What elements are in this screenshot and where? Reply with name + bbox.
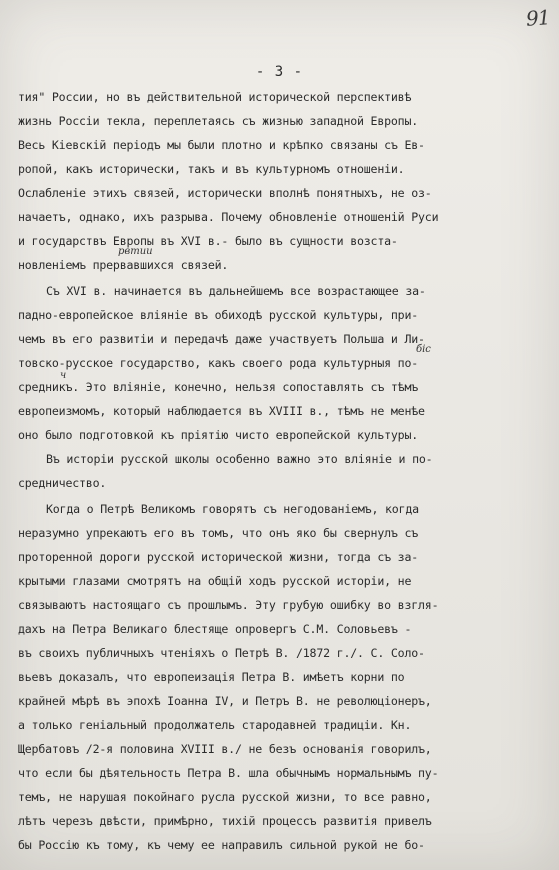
text-line: въ своихъ публичныхъ чтенiяхъ о Петрѣ В. /1872 г./. С. Соло- (18, 646, 425, 660)
text-line: бы Россiю къ тому, къ чему ее направилъ сильной рукой не бо- (18, 838, 425, 852)
text-line: оно было подготовкой къ прiятiю чисто европейской культуры. (18, 428, 419, 442)
text-line: чемъ въ его развитiи и передачѣ даже участвуетъ Польша и Ли- (18, 332, 425, 346)
text-line: дахъ на Петра Великаго блестяще опровергъ С.М. Соловьевъ - (18, 622, 412, 636)
text-line: жизнь Россiи текла, переплетаясь съ жизнью западной Европы. (18, 114, 419, 128)
handwritten-correction: рвтии (118, 246, 153, 257)
text-line: товско-русское государство, какъ своего рода культурныя по- (18, 356, 419, 370)
text-line: Щербатовъ /2-я половина XVIII в./ не безъ основанiя говорилъ, (18, 742, 432, 756)
text-line: тия" России, но въ действительной исторической перспективѣ (18, 90, 412, 104)
handwritten-mark: ч (60, 370, 67, 381)
text-line: начаетъ, однако, ихъ разрыва. Почему обновленiе отношенiй Руси (18, 210, 439, 224)
text-line: средникъ. Это влiянiе, конечно, нельзя сопоставлять съ тѣмъ (18, 380, 419, 394)
text-line: крытыми глазами смотрятъ на общiй ходъ русской исторiи, не (18, 574, 412, 588)
text-line: падно-европейское влiянiе въ обиходѣ русской культуры, при- (18, 308, 419, 322)
page-number: - 3 - (255, 64, 304, 80)
text-line: Съ XVI в. начинается въ дальнейшемъ все возрастающее за- (46, 284, 426, 298)
text-line: Въ исторiи русской школы особенно важно это влiянiе и по- (46, 452, 433, 466)
text-line: Когда о Петрѣ Великомъ говорятъ съ негодованiемъ, когда (46, 502, 419, 516)
text-line: а только генiальный продолжатель стародавней традицiи. Кн. (18, 718, 412, 732)
text-line: проторенной дороги русской исторической жизни, тогда съ за- (18, 550, 419, 564)
text-line: Весь Кiевскiй перiодъ мы были плотно и крѣпко связаны съ Ев- (18, 138, 425, 152)
text-line: крайней мѣрѣ въ эпохѣ Iоанна IV, и Петръ В. не революцiонеръ, (18, 694, 432, 708)
text-line: ропой, какъ исторически, такъ и въ культурномъ отношенiи. (18, 162, 405, 176)
archive-number: 91 (524, 5, 550, 31)
text-line: неразумно упрекаютъ его въ томъ, что онъ яко бы свернулъ съ (18, 526, 419, 540)
text-line: средничество. (18, 476, 107, 490)
text-line: что если бы дѣятельность Петра В. шла обычнымъ нормальнымъ пу- (18, 766, 439, 780)
text-line: и государствъ Европы въ XVI в.- было въ сущности возста- (18, 234, 398, 248)
text-line: темъ, не нарушая покойнаго русла русской жизни, то все равно, (18, 790, 432, 804)
text-line: новленiемъ прервавшихся связей. (18, 258, 229, 272)
text-line: лѣтъ черезъ двѣсти, примѣрно, тихiй процессъ развитiя привелъ (18, 814, 432, 828)
text-line: связываютъ настоящаго съ прошлымъ. Эту грубую ошибку во взгля- (18, 598, 439, 612)
text-line: Ослабленiе этихъ связей, исторически вполнѣ понятныхъ, не оз- (18, 186, 432, 200)
text-line: европеизмомъ, который наблюдается въ XVIII в., тѣмъ не менѣе (18, 404, 425, 418)
text-line: вьевъ доказалъ, что европеизацiя Петра В. имѣетъ корни по (18, 670, 405, 684)
handwritten-correction: біс (416, 344, 431, 355)
